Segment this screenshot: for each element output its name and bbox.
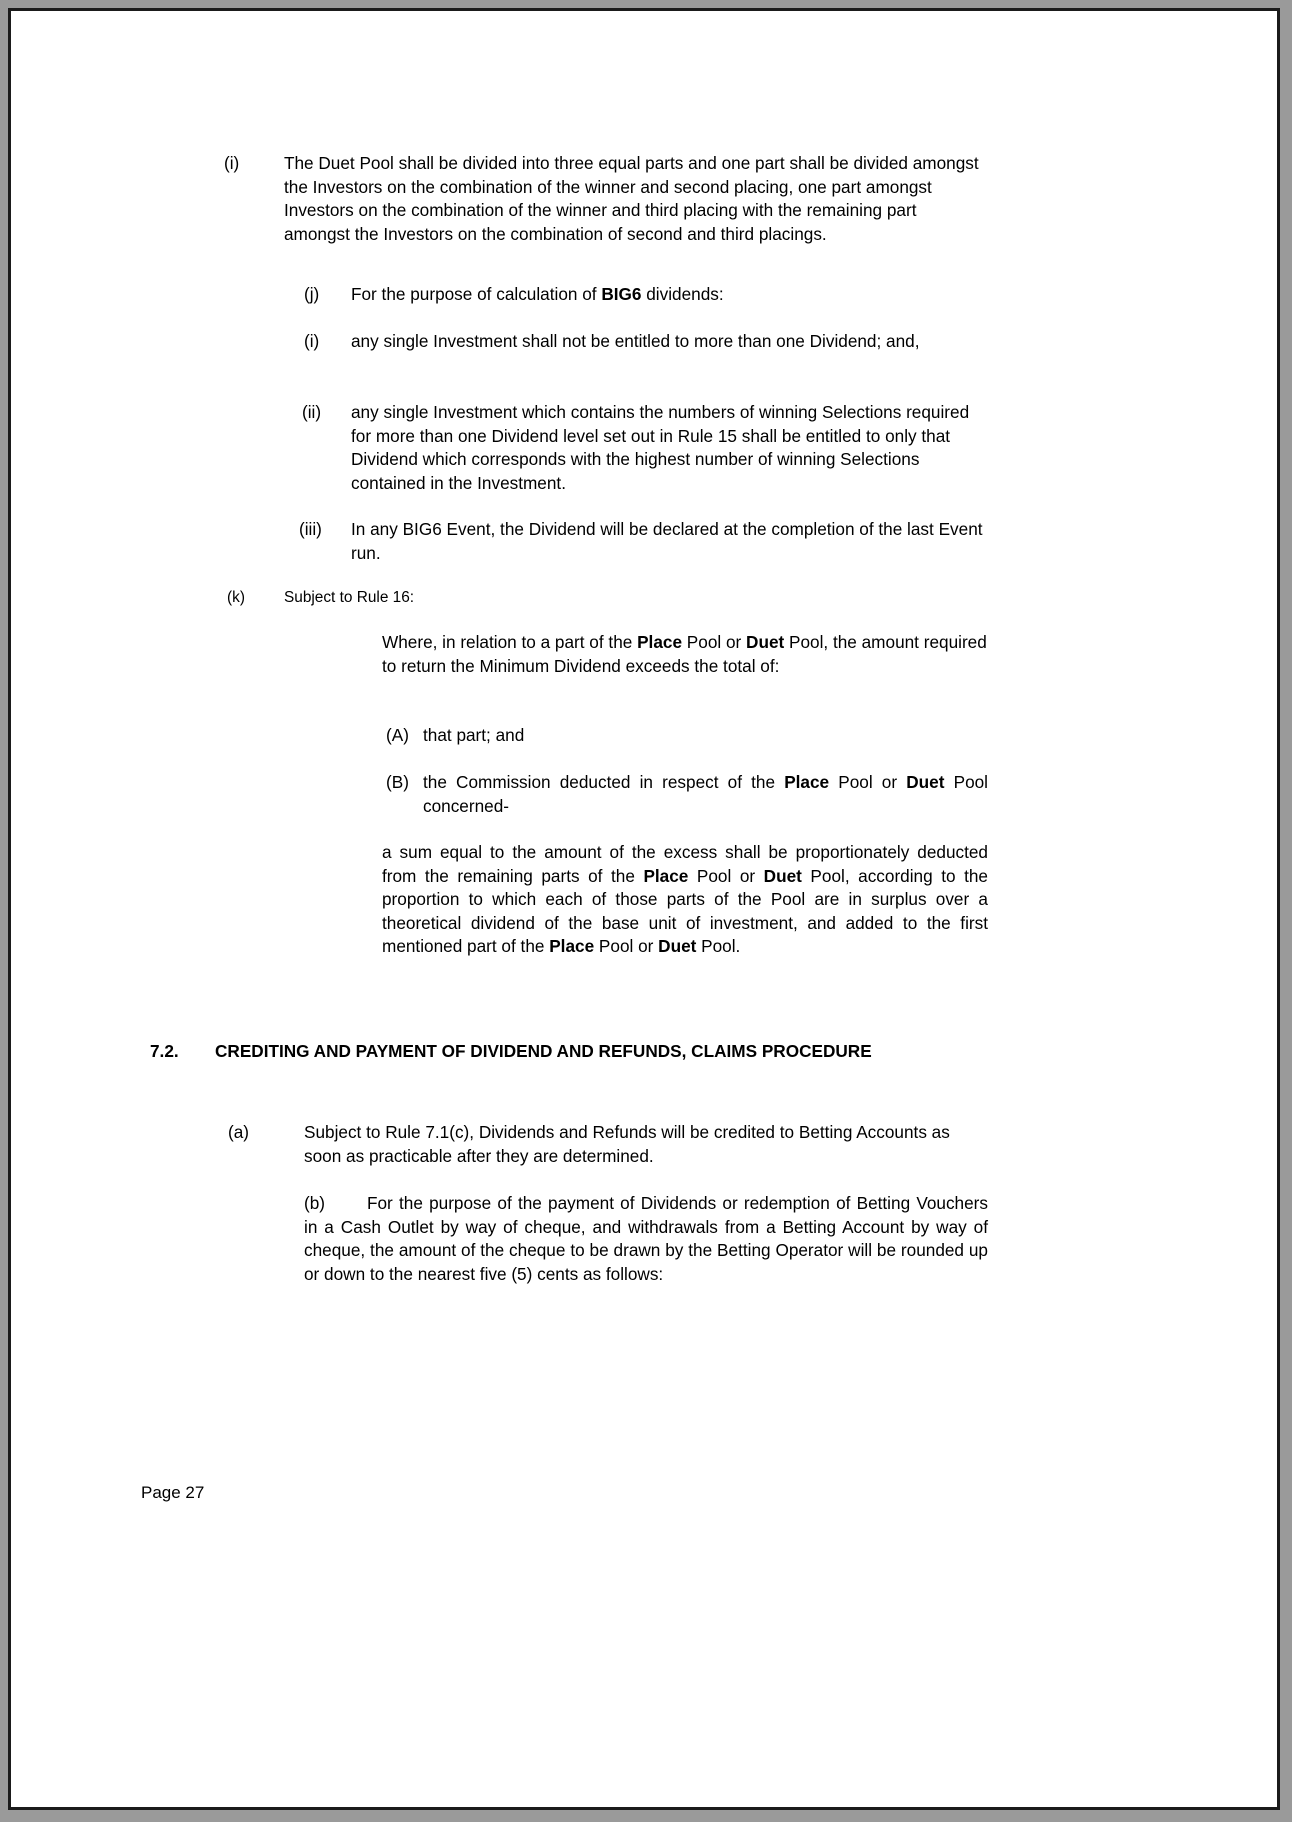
term-big6: BIG6 [601,284,642,304]
clause-text-3: Pool, according to the proportion to which each of those parts of the Pool are in surplus over a theoretical dividend of the base unit of investment, and added to the first mentioned part of the [382,865,988,957]
list-marker-a: (a) [228,1122,250,1142]
list-marker-A: (A) [386,725,409,745]
clause-text: The Duet Pool shall be divided into three equal parts and one part shall be divided amongst the Investors on the combination of the winner and second placing, one part amongst Investors on the combination of the winner and third placing with the remaining part amongst the Investors on the combination of second and third placings. [284,153,979,244]
list-marker-B: (B) [386,772,409,792]
clause-text: Subject to Rule 7.1(c), Dividends and Refunds will be credited to Betting Accounts as soon as practicable after they are determined. [304,1122,950,1166]
list-marker-j: (j) [304,284,320,304]
term-duet: Duet [746,632,785,652]
clause-commission-deducted [423,771,988,818]
clause-text: In any BIG6 Event, the Dividend will be declared at the completion of the last Event run. [351,519,983,563]
clause-text-2: dividends: [641,284,724,304]
clause-text: any single Investment shall not be entitled to more than one Dividend; and, [351,331,920,351]
document-page [8,8,1280,1810]
clause-sum-equal-excess [382,841,988,959]
term-duet-2: Duet [658,936,697,957]
clause-text: any single Investment which contains the numbers of winning Selections required for more than one Dividend level set out in Rule 15 shall be entitled to only that Dividend which corresponds with the highest number of winning Selections contained in the Investment. [351,402,970,493]
clause-cheque-rounding [304,1192,988,1286]
clause-text-1: Where, in relation to a part of the [382,632,638,652]
clause-text-5: Pool. [696,936,741,957]
clause-text-1: a sum equal to the amount of the excess shall be proportionately deducted from the remaining parts of the [382,842,988,886]
clause-text-4: Pool or [594,936,659,957]
clause-text: Subject to Rule 16: [284,589,415,606]
clause-text-2: Pool or [829,772,907,792]
list-marker-j-iii: (iii) [299,519,322,539]
clause-that-part [423,724,988,748]
clause-text-2: Pool or [682,632,747,652]
term-place-2: Place [549,936,595,957]
term-place: Place [637,632,683,652]
clause-subject-to-rule-16 [284,587,984,609]
clause-duet-pool-split [284,152,984,246]
clause-highest-dividend-level [351,401,988,495]
list-marker-k: (k) [227,589,245,606]
clause-text-1: For the purpose of calculation of [351,284,602,304]
clause-big6-event-declaration [351,518,986,565]
clause-text: For the purpose of the payment of Dividends or redemption of Betting Vouchers in a Cash Outlet by way of cheque, and withdrawals from a Betting Account by way of cheque, the amount of the cheque to be drawn by the Betting Operator will be rounded up or down to the nearest five (5) cents as follows: [304,1193,988,1284]
term-place: Place [784,772,830,792]
list-marker-i: (i) [224,153,240,173]
clause-text-2: Pool or [688,865,764,886]
clause-where-minimum-dividend [382,631,989,678]
section-number: 7.2. [150,1041,179,1061]
clause-big6-calculation [351,283,986,307]
term-place-1: Place [643,865,689,886]
section-title: CREDITING AND PAYMENT OF DIVIDEND AND REFUNDS, CLAIMS PROCEDURE [215,1041,872,1061]
clause-text-3: Pool, the amount required to return the Minimum Dividend exceeds the total of: [382,632,987,676]
page-footer: Page 27 [141,1483,205,1502]
list-marker-j-i: (i) [304,331,320,351]
list-marker-j-ii: (ii) [302,402,322,422]
term-duet: Duet [906,772,945,792]
term-duet-1: Duet [763,865,802,886]
clause-text: that part; and [423,725,525,745]
clause-dividends-credited [304,1121,986,1168]
page-content [11,11,1277,1807]
list-marker-b: (b) [304,1193,326,1213]
clause-text-1: the Commission deducted in respect of the [423,772,785,792]
clause-text-3: Pool concerned- [423,772,989,816]
clause-one-dividend-only [351,330,986,354]
